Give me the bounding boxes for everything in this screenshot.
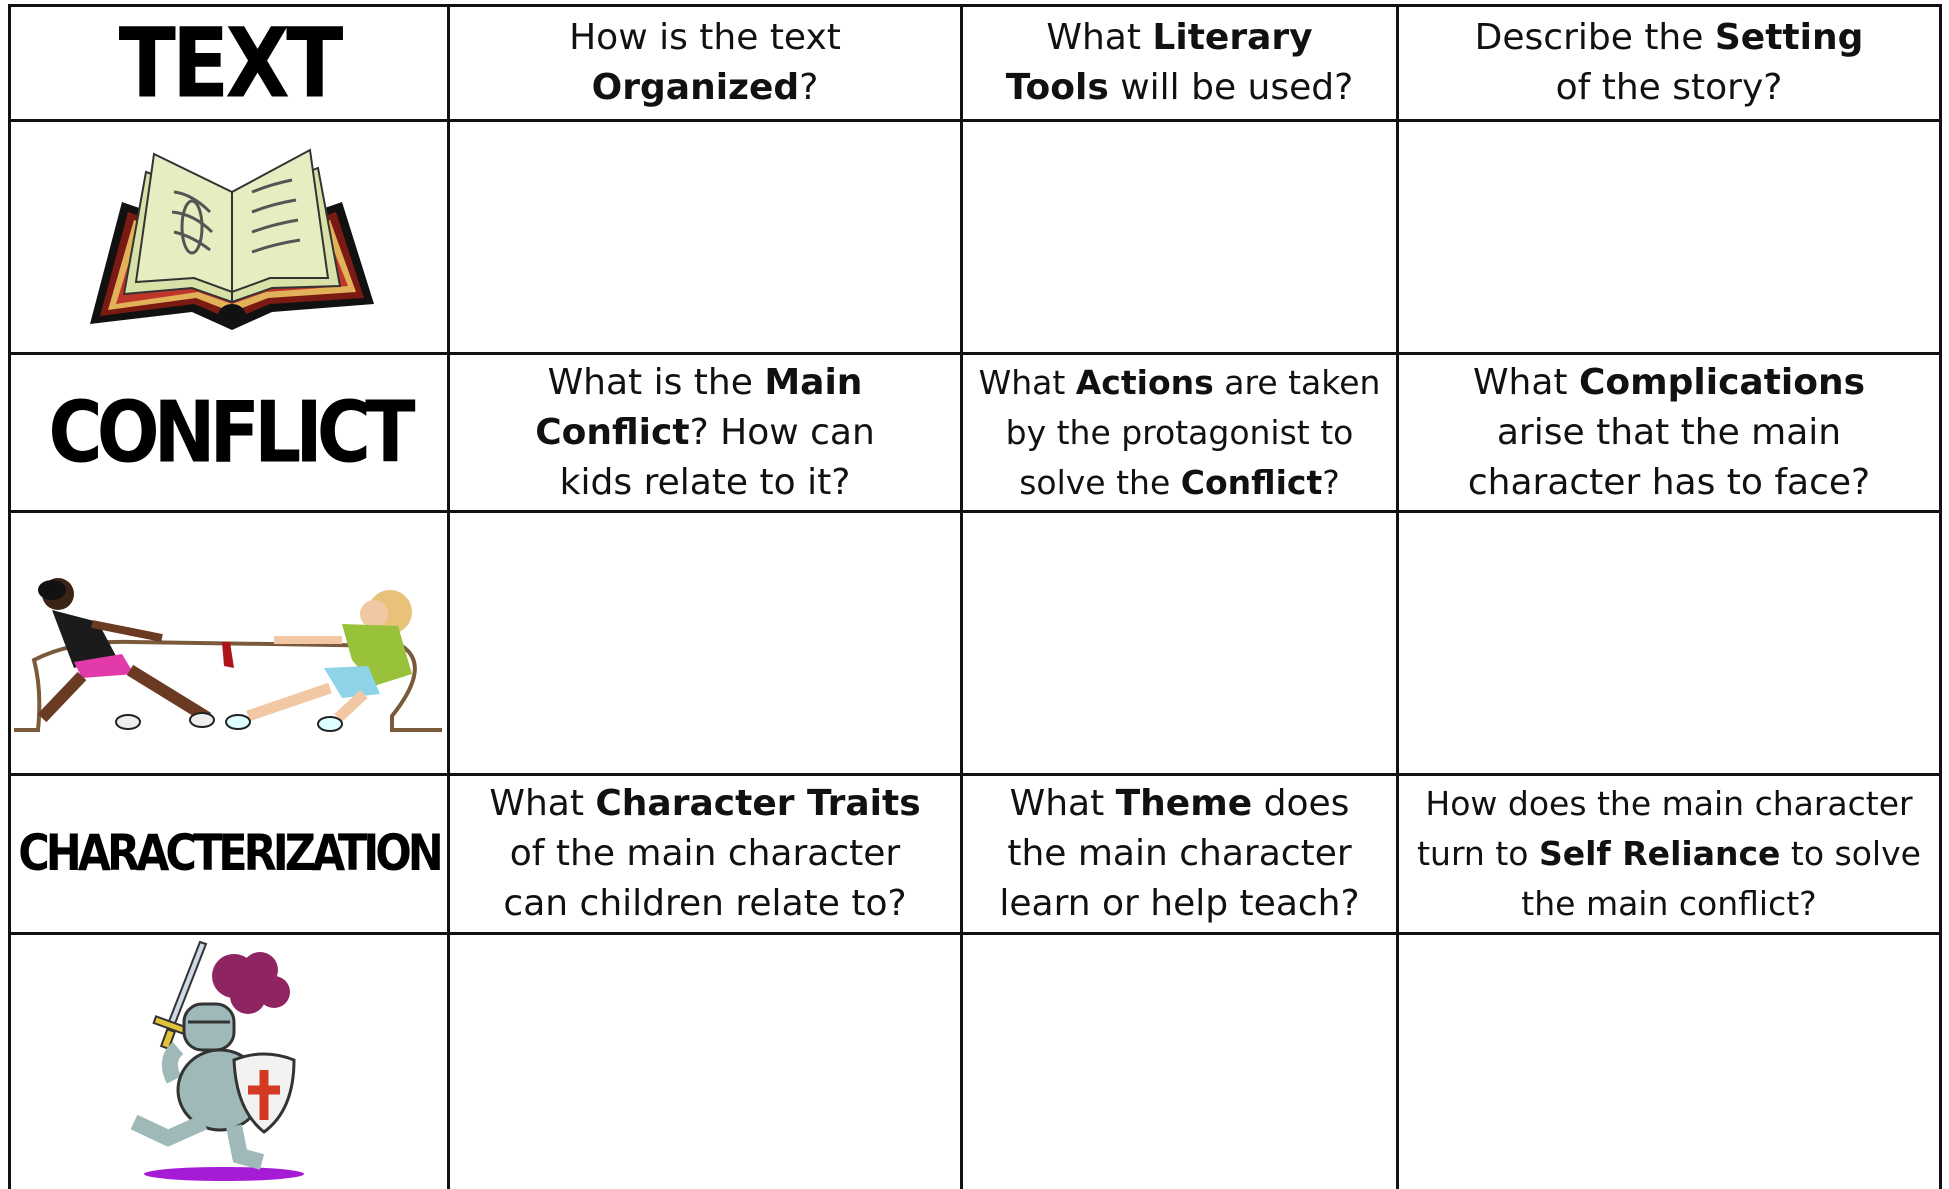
row-label: CONFLICT [48,383,410,482]
grid-line [447,4,450,1189]
tug-of-war-icon [12,570,444,742]
grid-line [960,4,963,1189]
question-text: What Literary Tools will be used? [1005,17,1354,108]
grid-line [8,510,1942,513]
grid-line [8,4,11,1189]
question-cell [1399,7,1939,119]
question-cell [963,7,1396,119]
question-cell [450,355,960,510]
open-book-icon [82,132,382,336]
question-text: Describe the Setting of the story? [1474,17,1864,108]
question-cell [1399,776,1939,932]
row-label-characterization [11,776,447,932]
question-cell [1399,355,1939,510]
knight-icon [124,940,324,1186]
grid-line [1939,4,1942,1189]
grid-line [8,119,1942,122]
row-label-text [11,7,447,119]
question-cell [450,776,960,932]
row-label: TEXT [118,6,340,120]
row-label-conflict [11,355,447,510]
question-text: What is the Main Conflict? How can kids relate to it? [535,361,875,503]
question-cell [963,355,1396,510]
question-text: What Complications arise that the main character has to face? [1467,361,1871,503]
question-text: How is the text Organized? [569,17,841,108]
grid-line [1396,4,1399,1189]
question-text: What Theme does the main character learn or help teach? [999,783,1360,924]
row-label: CHARACTERIZATION [18,825,440,883]
question-cell [963,776,1396,932]
question-text: What Character Traits of the main character can children relate to? [489,783,921,924]
question-text: What Actions are taken by the protagonist to solve the Conflict? [978,362,1381,502]
grid-line [8,932,1942,935]
question-cell [450,7,960,119]
question-text: How does the main character turn to Self Reliance to solve the main conflict? [1417,784,1921,923]
